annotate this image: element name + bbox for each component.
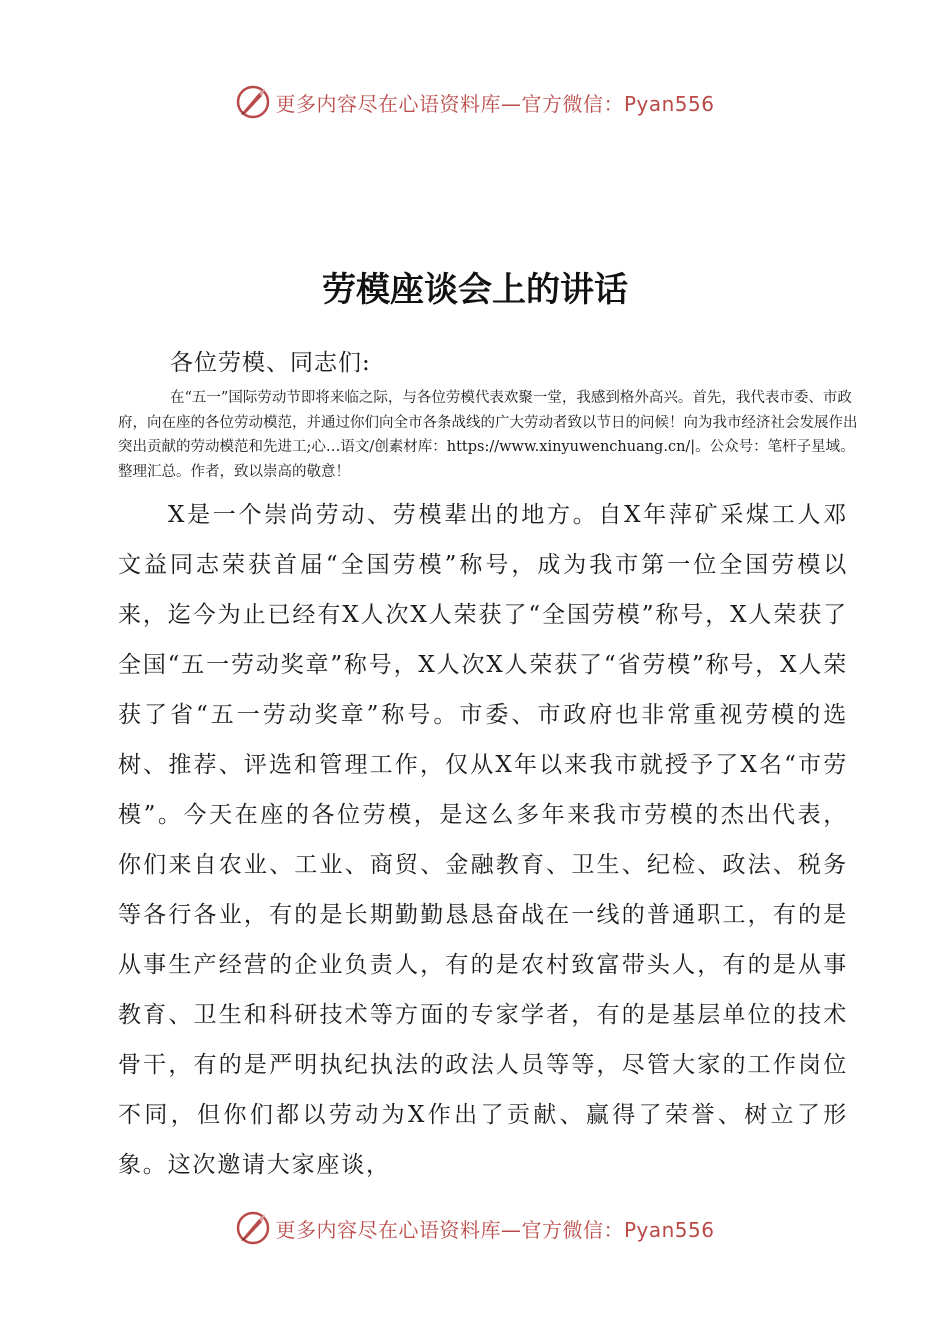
watermark-footer (0, 1208, 950, 1248)
body-paragraph: X是一个崇尚劳动、劳模辈出的地方。自X年萍矿采煤工人邓文益同志荣获首届“全国劳模”称号，成为我市第一位全国劳模以来，迄今为止已经有X人次X人荣获了“全国劳模”称号，X人荣获了全国“五一劳动奖章”称号，X人次X人荣获了“省劳模”称号，X人荣获了省“五一劳动奖章”称号。市委、市政府也非常重视劳模的选树、推荐、评选和管理工作，仅从X年以来我市就授予了X名“市劳模”。今天在座的各位劳模，是这么多年来我市劳模的杰出代表，你们来自农业、工业、商贸、金融教育、卫生、纪检、政法、税务等各行各业，有的是长期勤勤恳恳奋战在一线的普通职工，有的是从事生产经营的企业负责人，有的是农村致富带头人，有的是从事教育、卫生和科研技术等方面的专家学者，有的是基层单位的技术骨干，有的是严明执纪执法的政法人员等等，尽管大家的工作岗位不同，但你们都以劳动为X作出了贡献、赢得了荣誉、树立了形象。这次邀请大家座谈， (118, 502, 848, 1178)
quill-pen-logo-icon (235, 84, 271, 120)
watermark-text: 更多内容尽在心语资料库—官方微信：Pyan556 (275, 91, 715, 116)
salutation: 各位劳模、同志们: (170, 350, 371, 376)
watermark-header (0, 82, 950, 122)
quill-pen-logo-icon (235, 1210, 271, 1246)
intro-paragraph: 在“五一”国际劳动节即将来临之际，与各位劳模代表欢聚一堂，我感到格外高兴。首先，我代表市委、市政府，向在座的各位劳动模范，并通过你们向全市各条战线的广大劳动者致以节日的问候！向为我市经济社会发展作出突出贡献的劳动模范和先进工;心…语文/创素材库：https://www.xinyuwenchuang.cn/|。公众号：笔杆子星域。整理汇总。作者，致以崇高的敬意！ (118, 390, 858, 480)
document-title: 劳模座谈会上的讲话 (322, 270, 628, 310)
watermark-text: 更多内容尽在心语资料库—官方微信：Pyan556 (275, 1217, 715, 1242)
